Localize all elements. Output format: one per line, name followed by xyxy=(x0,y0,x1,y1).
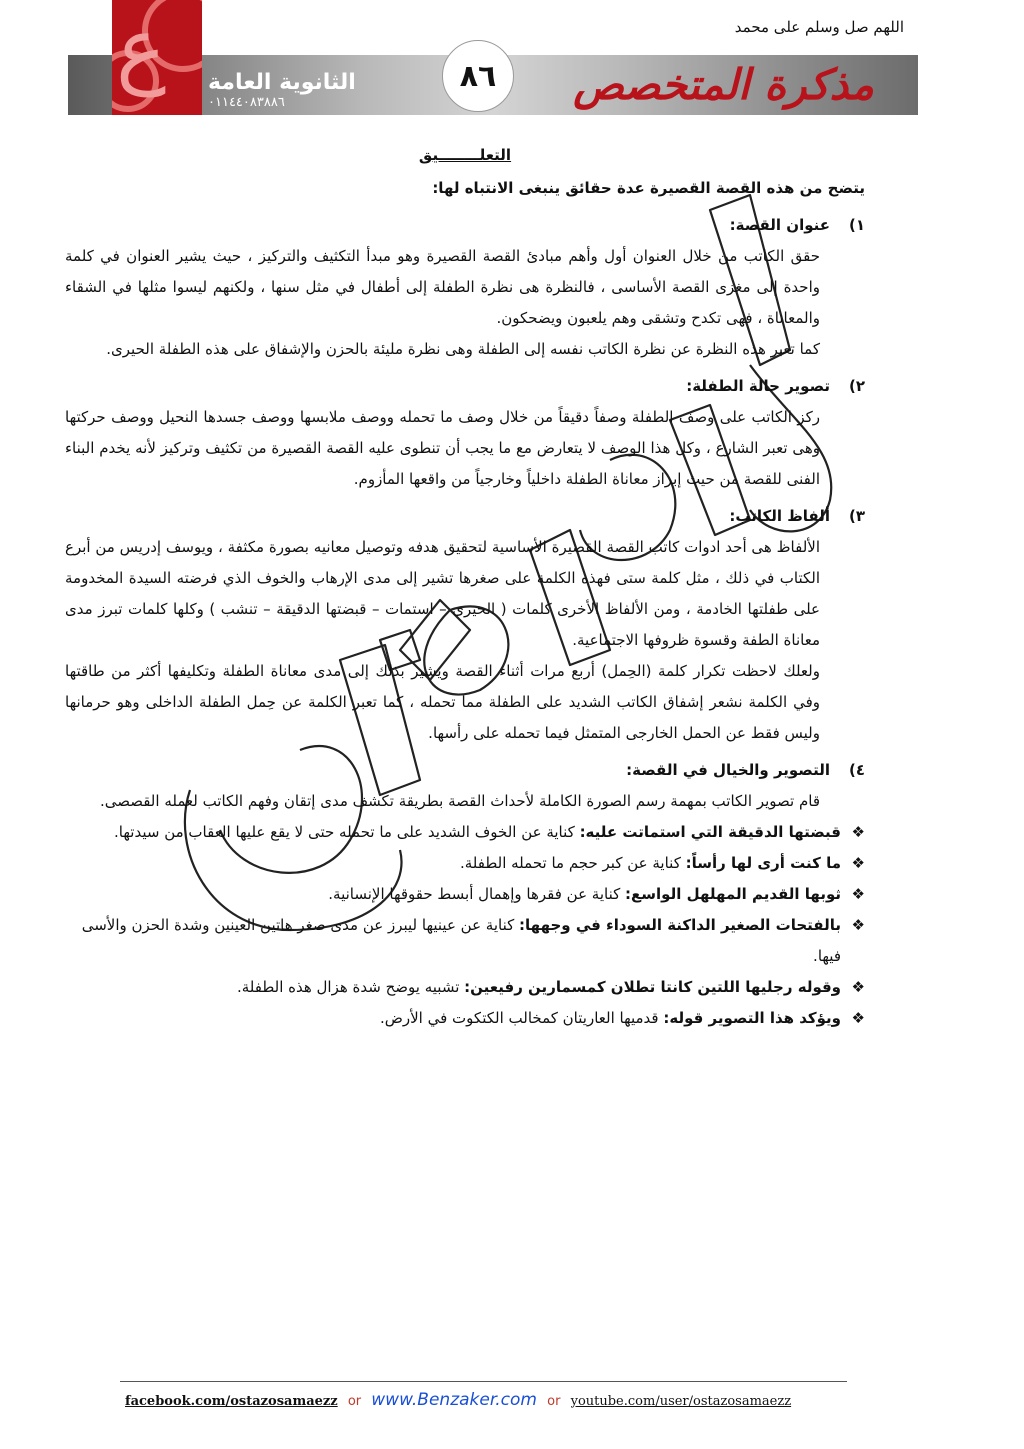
page-number: ٨٦ xyxy=(442,40,514,112)
section-title: تصوير حالة الطفلة: xyxy=(686,377,830,395)
section-3-heading xyxy=(65,501,865,532)
list-item xyxy=(65,910,865,972)
paragraph: ولعلك لاحظت تكرار كلمة (الحِمل) أربع مرات أثناء القصة ويشير بذلك إلى مدى معاناة الطفلة وتكليفها أكثر من طاقتها وفي الكلمة نشعر إشفاق الكاتب الشديد على الطفلة مما تحمله ، كما تعبر الكلمة عن حِمل الطفلة الداخلى وهو حرمانها وليس فقط عن الحمل الخارجى المتمثل فيما تحمله على رأسها. xyxy=(65,662,820,742)
page-title: التعلــــــــيق xyxy=(418,146,512,164)
section-title: عنوان القصة: xyxy=(729,216,830,234)
bullet-text: كناية عن الخوف الشديد على ما تحمله حتى لا يقع عليها العقاب من سيدتها. xyxy=(114,823,580,841)
list-item xyxy=(65,879,865,910)
bullet-icon: ❖ xyxy=(851,916,865,934)
list-item xyxy=(65,1003,865,1034)
bullet-icon: ❖ xyxy=(851,978,865,996)
section-4-heading xyxy=(65,755,865,786)
paragraph: الألفاظ هى أحد ادوات كاتب القصة القصيرة الأساسية لتحقيق هدفه وتوصيل معانيه بصورة مكثفة ، ويوسف إدريس من أبرع الكتاب في ذلك ، مثل كلمة ستى فهذه الكلمة على صغرها تشير إلى مدى الإرهاب والخوف الذي فرضته السيدة المخدومة على طفلتها الخادمة ، ومن الألفاظ الأخرى كلمات ( الحيرى – استمات – قبضتها الدقيقة – تنشب ) وكلها كلمات تبرز مدى معاناة الطفة وقسوة ظروفها الاجتماعية. xyxy=(65,538,820,649)
bullet-term: ويؤكد هذا التصوير قوله: xyxy=(663,1009,841,1027)
logo-icon: ع xyxy=(112,0,202,115)
paragraph: كما تعبر هذه النظرة عن نظرة الكاتب نفسه إلى الطفلة وهى نظرة مليئة بالحزن والإشفاق على هذه الطفلة الحيرى. xyxy=(106,340,820,358)
bullet-icon: ❖ xyxy=(851,1009,865,1027)
list-item xyxy=(65,817,865,848)
footer-divider xyxy=(120,1381,847,1382)
school-phone: ٠١١٤٤٠٨٣٨٨٦ xyxy=(208,95,285,110)
bullet-text: كناية عن كبر حجم ما تحمله الطفلة. xyxy=(459,854,686,872)
paragraph: قام تصوير الكاتب بمهمة رسم الصورة الكاملة لأحداث القصة بطريقة تكشف مدى إتقان وفهم الكاتب لعمله القصصى. xyxy=(99,792,820,810)
page-footer xyxy=(125,1390,845,1410)
section-number: ٤) xyxy=(848,761,865,779)
bullet-icon: ❖ xyxy=(851,854,865,872)
footer-or: or xyxy=(347,1394,362,1409)
bullet-icon: ❖ xyxy=(851,823,865,841)
facebook-link[interactable]: facebook.com/ostazosamaezz xyxy=(125,1394,338,1409)
section-number: ٢) xyxy=(848,377,865,395)
section-number: ٣) xyxy=(848,507,865,525)
bullet-text: قدميها العاريتان كمخالب الكتكوت في الأرض. xyxy=(379,1009,664,1027)
bullet-icon: ❖ xyxy=(851,885,865,903)
section-1-heading xyxy=(65,210,865,241)
youtube-link[interactable]: youtube.com/user/ostazosamaezz xyxy=(570,1394,792,1409)
paragraph: ركز الكاتب على وصف الطفلة وصفاً دقيقاً من خلال وصف ما تحمله ووصف ملابسها ووصف جسدها النحيل ووصف حركتها وهى تعبر الشارع ، وكل هذا الوصف لا يتعارض مع ما يجب أن تنطوى عليه القصة القصيرة من تكثيف وتركيز لأنه يخدم البناء الفنى للقصة من حيث إبراز معاناة الطفلة داخلياً وخارجياً من واقعها المأزوم. xyxy=(65,408,820,488)
section-number: ١) xyxy=(848,216,865,234)
list-item xyxy=(65,972,865,1003)
footer-or: or xyxy=(547,1394,561,1409)
list-item xyxy=(65,848,865,879)
bullet-text: كناية عن فقرها وإهمال أبسط حقوقها الإنسانية. xyxy=(328,885,626,903)
bullet-text: كناية عن عينيها ليبرز عن مدى صغر هاتين العينين وشدة الحزن والأسى فيها. xyxy=(81,916,841,965)
bullet-term: ثوبها القديم المهلهل الواسع: xyxy=(625,885,841,903)
bullet-term: وقوله رجليها اللتين كانتا تطلان كمسمارين رفيعين: xyxy=(464,978,841,996)
bullet-term: بالفتحات الصغير الداكنة السوداء في وجهها: xyxy=(519,916,841,934)
bullet-term: قبضتها الدقيقة التي استماتت عليه: xyxy=(579,823,841,841)
main-content xyxy=(65,140,865,1034)
website-link[interactable]: www.Benzaker.com xyxy=(371,1390,537,1410)
section-title: التصوير والخيال في القصة: xyxy=(626,761,830,779)
section-2-heading xyxy=(65,371,865,402)
bullet-text: تشبيه يوضح شدة هزال هذه الطفلة. xyxy=(236,978,465,996)
header-dua: اللهم صل وسلم على محمد xyxy=(734,18,904,36)
bullet-term: ما كنت أرى لها رأساً: xyxy=(685,854,841,872)
paragraph: حقق الكاتب من خلال العنوان أول وأهم مبادئ القصة القصيرة وهو مبدأ التكثيف والتركيز ، حيث يشير العنوان في كلمة واحدة إلى مغزى القصة الأساسى ، فالنظرة هى نظرة الطفلة إلى أطفال في مثل سنها ، ولكنهم ليسوا مثلها في الشقاء والمعاناة ، فهى تكدح وتشقى وهم يلعبون ويضحكون. xyxy=(65,247,820,327)
school-name: الثانوية العامة xyxy=(208,70,356,95)
intro-line: يتضح من هذه القصة القصيرة عدة حقائق ينبغى الانتباه لها: xyxy=(432,179,865,197)
brand-title: مذكرة المتخصص xyxy=(573,60,874,109)
section-title: ألفاظ الكاتب: xyxy=(729,507,830,525)
